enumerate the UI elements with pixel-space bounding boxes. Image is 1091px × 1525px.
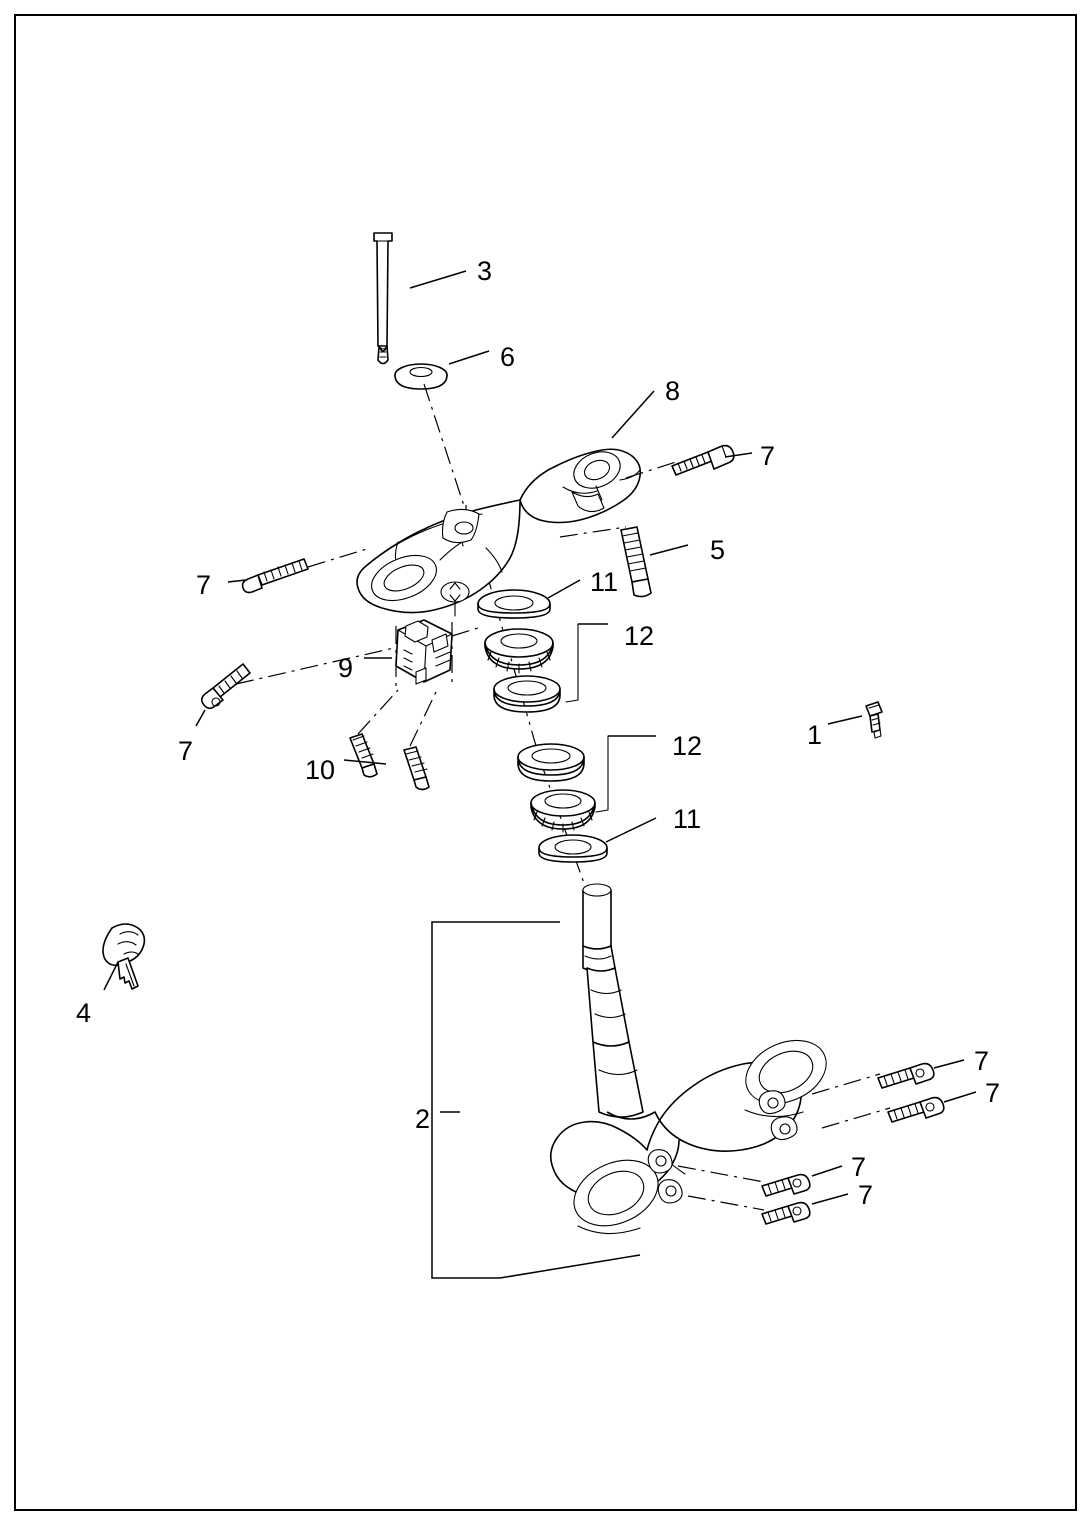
part-socket-screw-upper-right bbox=[672, 446, 734, 475]
part-pinch-bolt bbox=[621, 527, 651, 597]
part-fork-stem-bolt bbox=[374, 233, 392, 364]
callout-1: 1 bbox=[807, 720, 823, 750]
leader-4 bbox=[104, 962, 118, 990]
callout-8: 8 bbox=[665, 376, 681, 406]
part-bearing-cone-lower bbox=[531, 790, 595, 832]
part-ignition-switch bbox=[396, 620, 452, 684]
leader-8 bbox=[612, 391, 654, 438]
callout-6: 6 bbox=[500, 342, 516, 372]
callout-7-g: 7 bbox=[858, 1180, 874, 1210]
leader-7f bbox=[812, 1166, 842, 1176]
part-socket-screw-upper-left bbox=[243, 559, 308, 593]
callout-12-a: 12 bbox=[624, 621, 655, 651]
callout-9: 9 bbox=[338, 653, 354, 683]
callout-7-b: 7 bbox=[196, 570, 212, 600]
callout-11-b: 11 bbox=[673, 804, 702, 834]
part-stem-cap bbox=[395, 364, 447, 389]
callout-11-a: 11 bbox=[590, 567, 619, 597]
callout-12-b: 12 bbox=[672, 731, 703, 761]
part-socket-screw-lower-1 bbox=[878, 1064, 934, 1088]
callout-7-d: 7 bbox=[974, 1046, 990, 1076]
part-socket-screw-lower-4 bbox=[762, 1203, 810, 1224]
callout-2: 2 bbox=[415, 1104, 431, 1134]
callout-7-c: 7 bbox=[178, 736, 194, 766]
leader-11b bbox=[606, 818, 656, 842]
part-bearing-seal-lower bbox=[539, 835, 607, 862]
callout-3: 3 bbox=[477, 256, 493, 286]
part-socket-screw-lower-2 bbox=[888, 1098, 944, 1122]
part-bearing-cone-upper bbox=[485, 629, 553, 673]
leader-7c bbox=[196, 710, 205, 726]
leader-1 bbox=[828, 716, 862, 724]
part-socket-screw-mid-left bbox=[202, 664, 250, 708]
part-bearing-cup-upper bbox=[494, 676, 560, 712]
part-bearing-cup-lower bbox=[518, 744, 584, 781]
part-socket-screw-lower-3 bbox=[762, 1175, 810, 1196]
leader-7g bbox=[812, 1194, 848, 1204]
part-bearing-seal-upper bbox=[478, 590, 550, 618]
callout-7-a: 7 bbox=[760, 441, 776, 471]
leader-3 bbox=[410, 271, 466, 288]
callout-7-e: 7 bbox=[985, 1078, 1001, 1108]
leader-11a bbox=[548, 580, 580, 598]
callout-5: 5 bbox=[710, 535, 726, 565]
callout-10: 10 bbox=[305, 755, 336, 785]
part-grease-fitting bbox=[866, 702, 882, 738]
leader-6 bbox=[449, 351, 489, 364]
leader-7e bbox=[944, 1092, 976, 1102]
leader-7d bbox=[934, 1060, 964, 1068]
callout-4: 4 bbox=[76, 998, 92, 1028]
callout-7-f: 7 bbox=[851, 1152, 867, 1182]
part-switch-screw-a bbox=[350, 734, 377, 777]
leader-5 bbox=[650, 545, 688, 555]
part-switch-screw-b bbox=[404, 747, 429, 790]
